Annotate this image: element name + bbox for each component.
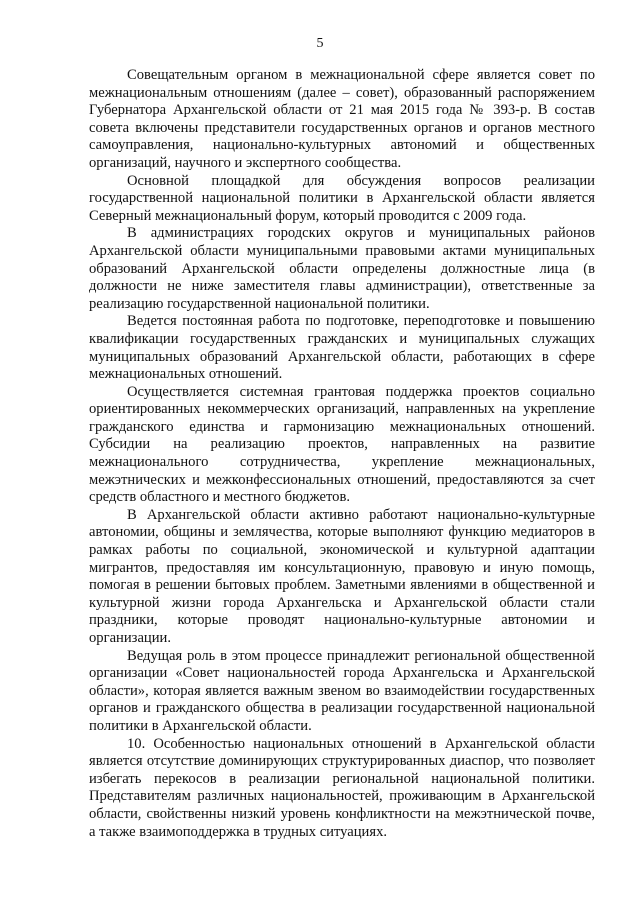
paragraph-advisory-council: Совещательным органом в межнациональной сфере является совет по межнациональным отношениям (далее – совет), образованный распоряжением Губернатора Архангельской области от 21 мая 2015 года № 393-р. В состав совета включены представители государственных органов и органов местного самоуправления, национально-культурных автономий и общественных организаций, научного и экспертного сообщества. bbox=[89, 67, 595, 171]
paragraph-municipal-officials: В администрациях городских округов и муниципальных районов Архангельской области муниципальными правовыми актами муниципальных образований Архангельской области определены должностные лица (в должности не ниже заместителя главы администрации), ответственные за реализацию государственной национальной политики. bbox=[89, 225, 595, 312]
document-body bbox=[89, 67, 595, 841]
paragraph-grant-support: Осуществляется системная грантовая поддержка проектов социально ориентированных некоммерческих организаций, направленных на укрепление гражданского единства и гармонизацию межнациональных отношений. Субсидии на реализацию проектов, направленных на развитие межнационального сотрудничества, укрепление межнациональных, межэтнических и межконфессиональных отношений, предоставляются за счет средств областного и местного бюджетов. bbox=[89, 383, 595, 506]
paragraph-staff-training: Ведется постоянная работа по подготовке, переподготовке и повышению квалификации государственных гражданских и муниципальных служащих муниципальных образований Архангельской области, работающих в сфере межнациональных отношений. bbox=[89, 313, 595, 383]
paragraph-cultural-autonomies: В Архангельской области активно работают национально-культурные автономии, общины и землячества, которые выполняют функцию медиаторов в рамках работы по социальной, экономической и культурной адаптации мигрантов, предоставляя им консультационную, правовую и иную помощь, помогая в решении бытовых проблем. Заметными явлениями в общественной и культурной жизни города Архангельска и Архангельской области стали праздники, которые проводят национально-культурные автономии и организации. bbox=[89, 506, 595, 646]
paragraph-national-relations-features: 10. Особенностью национальных отношений в Архангельской области является отсутствие доминирующих структурированных диаспор, что позволяет избегать перекосов в реализации региональной национальной политики. Представителям различных национальностей, проживающим в Архангельской области, свойственны низкий уровень конфликтности на межэтнической почве, а также взаимоподдержка в трудных ситуациях. bbox=[89, 735, 595, 840]
paragraph-northern-forum: Основной площадкой для обсуждения вопросов реализации государственной национальной политики в Архангельской области является Северный межнациональный форум, который проводится с 2009 года. bbox=[89, 172, 595, 224]
page-number: 5 bbox=[316, 36, 324, 51]
paragraph-council-of-nationalities: Ведущая роль в этом процессе принадлежит региональной общественной организации «Совет национальностей города Архангельска и Архангельской области», которая является важным звеном во взаимодействии государственных органов и гражданского общества в реализации государственной национальной политики в Архангельской области. bbox=[89, 647, 595, 734]
